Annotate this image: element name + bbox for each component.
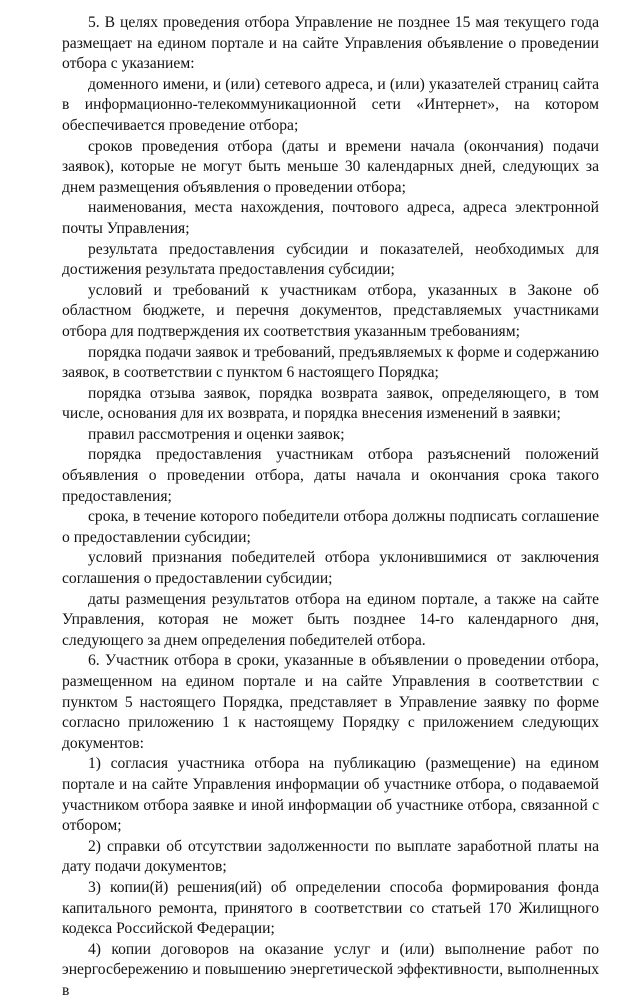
document-item-4: 4) копии договоров на оказание услуг и (или) выполнение работ по энергосбережению и повышению энергетической эффективности, выполненных в: [62, 940, 599, 999]
document-item-1: 1) согласия участника отбора на публикацию (размещение) на едином портале и на сайте Управления информации об участнике отбора, о подаваемой участником отбора заявке и иной информации об участнике отбора, связанной с отбором;: [62, 755, 599, 835]
list-item-application-procedure: порядка подачи заявок и требований, предъявляемых к форме и содержанию заявок, в соответствии с пунктом 6 настоящего Порядка;: [62, 343, 599, 382]
paragraph-6-intro: 6. Участник отбора в сроки, указанные в объявлении о проведении отбора, размещенном на едином портале и на сайте Управления в соответствии с пунктом 5 настоящего Порядка, представляет в Управление заявку по форме согласно приложению 1 к настоящему Порядку с приложением следующих документов:: [62, 652, 599, 752]
paragraph-5-intro: 5. В целях проведения отбора Управление не позднее 15 мая текущего года размещает на едином портале и на сайте Управления объявление о проведении отбора с указанием:: [62, 14, 599, 73]
document-item-2: 2) справки об отсутствии задолженности по выплате заработной платы на дату подачи документов;: [62, 837, 599, 876]
document-page: [62, 13, 599, 1002]
list-item-agreement-deadline: срока, в течение которого победители отбора должны подписать соглашение о предоставлении субсидии;: [62, 508, 599, 546]
list-item-clarifications: порядка предоставления участникам отбора разъяснений положений объявления о проведении отбора, даты начала и окончания срока такого предоставления;: [62, 446, 599, 505]
list-item-withdrawal-procedure: порядка отзыва заявок, порядка возврата заявок, определяющего, в том числе, основания для их возврата, и порядка внесения изменений в заявки;: [62, 384, 599, 423]
list-item-office-address: наименования, места нахождения, почтового адреса, адреса электронной почты Управления;: [62, 199, 599, 237]
list-item-evasion-conditions: условий признания победителей отбора уклонившимися от заключения соглашения о предоставлении субсидии;: [62, 549, 599, 588]
document-item-3: 3) копии(й) решения(ий) об определении способа формирования фонда капитального ремонта, принятого в соответствии со статьей 170 Жилищного кодекса Российской Федерации;: [62, 878, 599, 938]
list-item-results-publication: даты размещения результатов отбора на едином портале, а также на сайте Управления, которая не может быть позднее 14-го календарного дня, следующего за днем определения победителей отбора.: [62, 590, 599, 649]
list-item-domain-name: доменного имени, и (или) сетевого адреса, и (или) указателей страниц сайта в информационно-телекоммуникационной сети «Интернет», на котором обеспечивается проведение отбора;: [62, 75, 599, 134]
list-item-subsidy-result: результата предоставления субсидии и показателей, необходимых для достижения результата предоставления субсидии;: [62, 240, 599, 279]
list-item-evaluation-rules: правил рассмотрения и оценки заявок;: [88, 425, 345, 443]
list-item-participant-requirements: условий и требований к участникам отбора, указанных в Законе об областном бюджете, и перечня документов, представляемых участниками отбора для подтверждения их соответствия указанным требованиям;: [62, 281, 599, 340]
list-item-selection-dates: сроков проведения отбора (даты и времени начала (окончания) подачи заявок), которые не могут быть меньше 30 календарных дней, следующих за днем размещения объявления о проведении отбора;: [62, 137, 599, 196]
